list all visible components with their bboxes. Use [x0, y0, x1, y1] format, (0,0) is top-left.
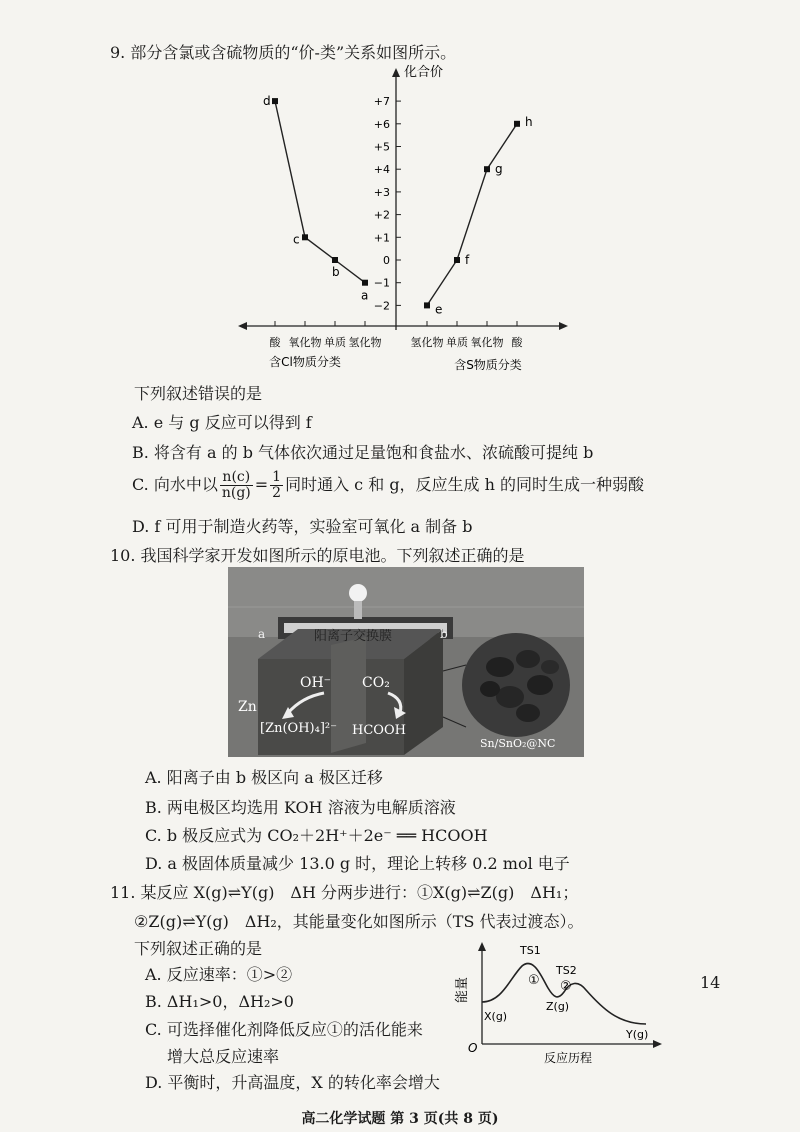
q10-stem: 10. 我国科学家开发如图所示的原电池。下列叙述正确的是	[110, 546, 525, 565]
point-label-f: f	[465, 253, 470, 267]
cl-category-label: 酸	[269, 336, 281, 349]
point-label-c: c	[293, 232, 300, 247]
point-label-e: e	[435, 302, 443, 317]
catalyst-label: Sn/SnO₂@NC	[480, 737, 556, 750]
s-category-label: 氧化物	[470, 336, 504, 349]
y-tick-label: +4	[373, 163, 390, 177]
y-axis-label: 化合价	[404, 65, 444, 80]
formic-acid-label: HCOOH	[352, 723, 406, 738]
point-label-g: g	[495, 162, 503, 177]
fraction-nc-ng: $\frac{n(c)}{n(g)}$	[221, 469, 251, 501]
zinc-label: Zn	[238, 699, 257, 715]
s-category-label: 单质	[446, 336, 468, 349]
s-category-label: 氢化物	[410, 336, 444, 349]
margin-number: 14	[700, 973, 721, 992]
q9-option-a: A. e 与 g 反应可以得到 f	[132, 413, 312, 432]
y-tick-label: +6	[373, 117, 390, 131]
group-label-cl: 含Cl物质分类	[269, 355, 341, 369]
zincate-label: [Zn(OH)₄]²⁻	[260, 721, 337, 736]
valence-class-chart	[230, 62, 570, 380]
x-axis-arrow-right	[559, 322, 568, 330]
step1-marker: ①	[528, 973, 540, 988]
y-tick-label: +5	[373, 140, 390, 154]
cl-category-label: 氧化物	[288, 336, 322, 349]
co2-label: CO₂	[362, 675, 390, 691]
q11-option-c-line1: C. 可选择催化剂降低反应①的活化能来	[145, 1020, 423, 1039]
q11-option-d: D. 平衡时，升高温度，X 的转化率会增大	[145, 1073, 440, 1092]
q9-c-prefix: C. 向水中以	[132, 475, 218, 494]
q11-stem-line2: ②Z(g)⇌Y(g) ΔH₂，其能量变化如图所示（TS 代表过渡态）。	[134, 912, 584, 931]
origin-label: O	[468, 1041, 478, 1055]
catalyst-nanostructure	[462, 633, 570, 737]
s-category-label: 酸	[511, 336, 523, 349]
q10-option-b: B. 两电极区均选用 KOH 溶液为电解质溶液	[145, 798, 456, 817]
q9-option-c	[132, 470, 644, 501]
q9-option-b: B. 将含有 a 的 b 气体依次通过足量饱和食盐水、浓硫酸可提纯 b	[132, 443, 594, 462]
group-label-s: 含S物质分类	[454, 358, 522, 372]
ts2-label: TS2	[556, 964, 577, 977]
y-tick-label: +3	[373, 185, 390, 199]
y-tick-label: 0	[383, 254, 390, 267]
equals-sign: =	[254, 475, 269, 494]
point-b	[332, 257, 338, 263]
q10-option-d: D. a 极固体质量减少 13.0 g 时，理论上转移 0.2 mol 电子	[145, 854, 570, 873]
q11-option-c-line2: 增大总反应速率	[167, 1047, 280, 1066]
point-a	[362, 280, 368, 286]
page-footer: 高二化学试题 第 3 页(共 8 页)	[301, 1111, 499, 1127]
point-c	[302, 234, 308, 240]
series-line-s	[427, 124, 517, 306]
y-axis-arrow	[392, 68, 400, 77]
point-e	[424, 302, 430, 308]
q9-lead: 下列叙述错误的是	[134, 384, 263, 403]
electrode-b-label: b	[440, 627, 448, 641]
point-label-h: h	[525, 114, 533, 129]
z-species-label: Z(g)	[546, 1000, 570, 1013]
q9-option-d: D. f 可用于制造火药等，实验室可氧化 a 制备 b	[132, 517, 473, 536]
electrode-a-label: a	[258, 627, 266, 641]
fraction-one-half: $\frac{1}{2}$	[272, 469, 282, 501]
y-tick-label: +7	[373, 95, 390, 109]
y-tick-label: +1	[373, 231, 390, 245]
membrane-label: 阳离子交换膜	[314, 629, 393, 644]
ts1-label: TS1	[520, 944, 541, 957]
q11-lead: 下列叙述正确的是	[134, 939, 263, 958]
progress-axis-label: 反应历程	[544, 1051, 593, 1065]
y-species-label: Y(g)	[626, 1028, 649, 1041]
x-species-label: X(g)	[484, 1010, 508, 1023]
series-line-cl	[275, 101, 365, 283]
q11-option-a: A. 反应速率：①>②	[145, 965, 293, 984]
q10-option-c: C. b 极反应式为 CO₂＋2H⁺＋2e⁻ ══ HCOOH	[145, 826, 488, 845]
hydroxide-label: OH⁻	[300, 675, 332, 691]
point-label-b: b	[332, 265, 340, 279]
bulb-icon	[349, 584, 367, 602]
q9-c-suffix: 同时通入 c 和 g，反应生成 h 的同时生成一种弱酸	[285, 475, 645, 494]
energy-axis-label: 能量	[455, 976, 470, 1003]
step2-marker: ②	[560, 979, 572, 994]
q9-stem: 9. 部分含氯或含硫物质的“价-类”关系如图所示。	[110, 43, 457, 62]
point-label-d: d	[263, 94, 271, 109]
q10-option-a: A. 阳离子由 b 极区向 a 极区迁移	[145, 768, 383, 787]
point-d	[272, 98, 278, 104]
q11-stem-line1: 11. 某反应 X(g)⇌Y(g) ΔH 分两步进行：①X(g)⇌Z(g) ΔH₁；	[110, 883, 579, 902]
y-tick-label: +2	[373, 208, 390, 222]
y-tick-label: −1	[373, 276, 390, 290]
cl-category-label: 氢化物	[348, 336, 382, 349]
y-tick-label: −2	[373, 299, 390, 313]
point-g	[484, 166, 490, 172]
energy-diagram	[440, 938, 670, 1068]
battery-photo	[228, 567, 584, 757]
x-axis-arrow-left	[238, 322, 247, 330]
point-h	[514, 121, 520, 127]
point-f	[454, 257, 460, 263]
cl-category-label: 单质	[324, 336, 346, 349]
point-label-a: a	[361, 288, 369, 303]
q11-option-b: B. ΔH₁>0，ΔH₂>0	[145, 992, 294, 1011]
